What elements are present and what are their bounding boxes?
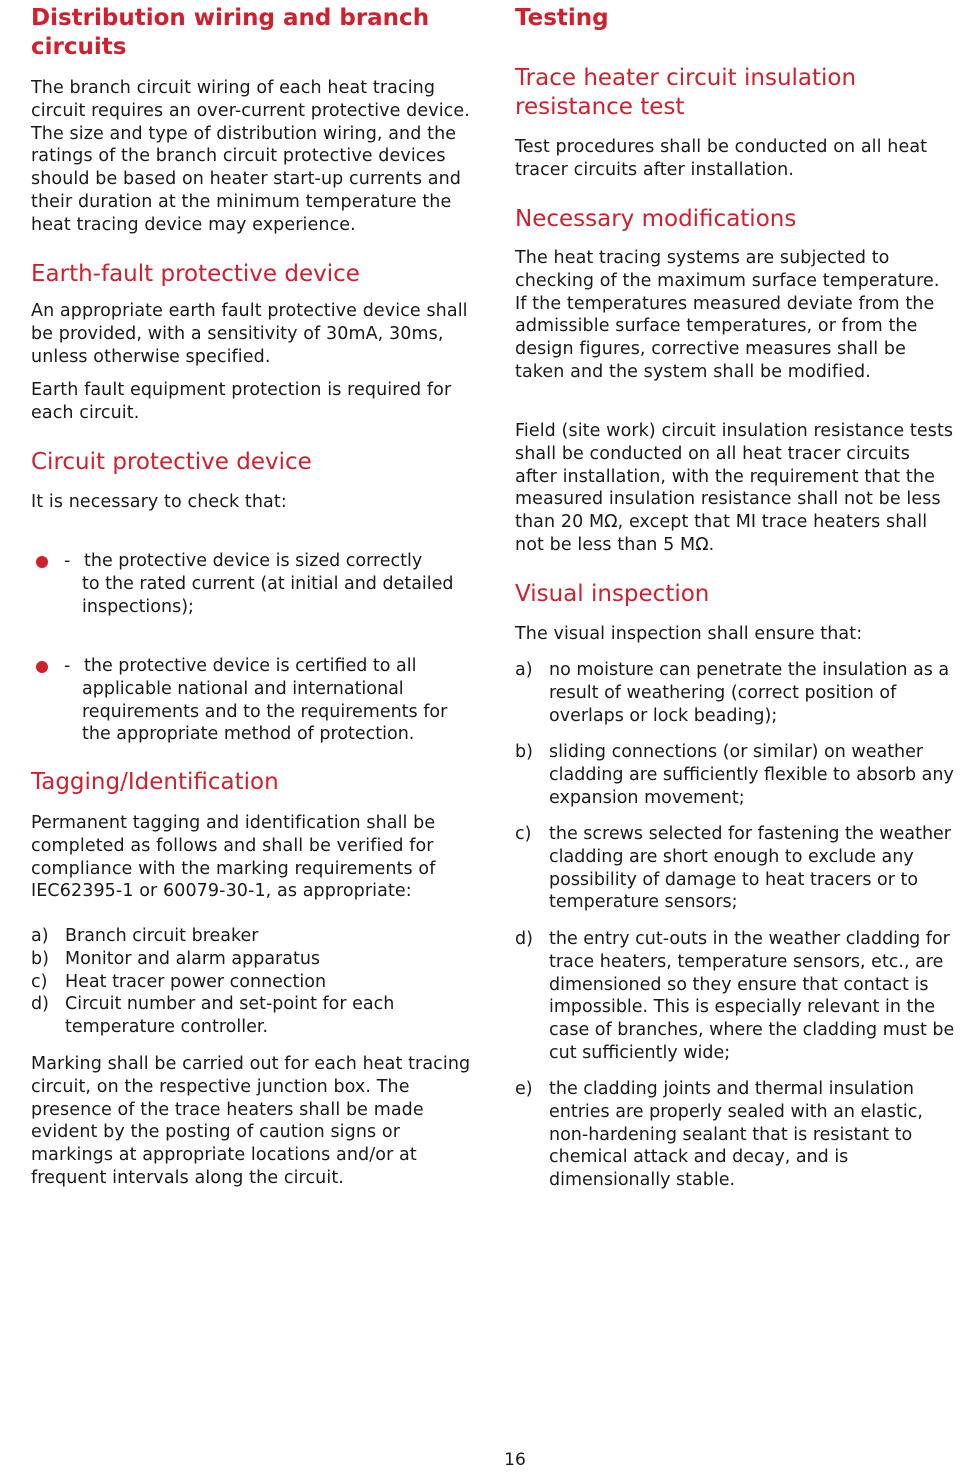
list-text: the entry cut-outs in the weather cladding for trace heaters, temperature sensors, etc., are dimensioned so they ensure that contact is impossible. This is especially relevant in the case of branches, where the cladding must be cut sufficiently wide; xyxy=(549,929,955,1063)
visual-inspection-intro: The visual inspection shall ensure that: xyxy=(515,624,863,644)
list-text: no moisture can penetrate the insulation as a result of weathering (correct position of overlaps or lock beading); xyxy=(549,660,950,726)
list-label: c) xyxy=(515,824,532,844)
list-text: Monitor and alarm apparatus xyxy=(65,948,321,969)
tagging-intro: Permanent tagging and identification shall be completed as follows and shall be verified for compliance with the marking requirements of IEC62395-1 or 60079-30-1, as appropriate: xyxy=(31,813,436,902)
list-label: d) xyxy=(515,929,533,949)
testing-heading: Testing xyxy=(515,5,609,31)
list-text: Circuit number and set-point for each temperature controller. xyxy=(65,994,395,1038)
page-number: 16 xyxy=(504,1450,526,1470)
list-item xyxy=(515,1078,955,1192)
trace-heater-heading: Trace heater circuit insulation resistance test xyxy=(515,65,857,120)
list-text: Branch circuit breaker xyxy=(65,926,259,946)
bullet-continuation: to the rated current (at initial and detailed inspections); xyxy=(82,573,454,617)
list-item xyxy=(515,659,955,727)
list-item xyxy=(515,928,955,1065)
circuit-protective-intro: It is necessary to check that: xyxy=(31,492,287,512)
list-item xyxy=(31,925,476,948)
list-item xyxy=(31,971,476,994)
list-item xyxy=(515,741,955,809)
field-tests-paragraph: Field (site work) circuit insulation resistance tests shall be conducted on all heat tracer circuits after installation, with the requirement that the measured insulation resistance shall not be less than 20 MΩ, except that MI trace heaters shall not be less than 5 MΩ. xyxy=(515,421,954,555)
bullet-dot-icon xyxy=(36,661,48,673)
bullet-continuation: applicable national and international requirements and to the requirements for the appropriate method of protection. xyxy=(82,678,448,745)
tagging-list xyxy=(31,925,476,1039)
list-item xyxy=(31,948,476,971)
list-item xyxy=(515,823,955,914)
visual-inspection-heading: Visual inspection xyxy=(515,581,710,607)
earth-fault-paragraph-1: An appropriate earth fault protective device shall be provided, with a sensitivity of 30mA, 30ms, unless otherwise specified. xyxy=(31,301,468,367)
marking-paragraph: Marking shall be carried out for each heat tracing circuit, on the respective junction box. The presence of the trace heaters shall be made evident by the posting of caution signs or markings at appropriate locations and/or at frequent intervals along the circuit. xyxy=(31,1054,471,1188)
modifications-body: The heat tracing systems are subjected to checking of the maximum surface temperature. If the temperatures measured deviate from the admissible surface temperatures, or from the design figures, corrective measures shall be taken and the system shall be modified. xyxy=(515,248,940,382)
list-label: b) xyxy=(515,742,533,762)
distribution-body: The branch circuit wiring of each heat tracing circuit requires an over-current protective device. The size and type of distribution wiring, and the ratings of the branch circuit protective devices should be based on heater start-up currents and their duration at the minimum temperature the heat tracing device may experience. xyxy=(31,78,470,235)
circuit-protective-heading: Circuit protective device xyxy=(31,449,312,475)
list-item xyxy=(31,993,395,1039)
bullet-dot-icon xyxy=(36,556,48,568)
list-label: a) xyxy=(515,660,533,680)
list-text: Heat tracer power connection xyxy=(65,971,327,992)
distribution-heading: Distribution wiring and branch circuits xyxy=(31,5,430,60)
modifications-heading: Necessary modifications xyxy=(515,206,797,232)
list-label: e) xyxy=(515,1079,533,1099)
list-label: a) xyxy=(31,926,49,946)
list-label: d) xyxy=(31,994,49,1015)
list-text: sliding connections (or similar) on weather cladding are sufficiently flexible to absorb any expansion movement; xyxy=(549,742,954,808)
bullet-first-line: the protective device is certified to all xyxy=(84,656,417,676)
tagging-heading: Tagging/Identification xyxy=(31,769,279,795)
list-label: b) xyxy=(31,948,49,969)
earth-fault-heading: Earth-fault protective device xyxy=(31,261,360,287)
list-text: the screws selected for fastening the weather cladding are short enough to exclude any possibility of damage to heat tracers or to temperature sensors; xyxy=(549,824,951,913)
list-text: the cladding joints and thermal insulation entries are properly sealed with an elastic, non-hardening sealant that is resistant to chemical attack and decay, and is dimensionally stable. xyxy=(549,1079,923,1191)
bullet-dash: - xyxy=(64,656,71,676)
list-label: c) xyxy=(31,971,48,992)
bullet-first-line: the protective device is sized correctly xyxy=(84,551,423,571)
earth-fault-paragraph-2: Earth fault equipment protection is required for each circuit. xyxy=(31,380,452,423)
trace-heater-body: Test procedures shall be conducted on all heat tracer circuits after installation. xyxy=(515,137,928,180)
bullet-dash: - xyxy=(64,551,71,571)
